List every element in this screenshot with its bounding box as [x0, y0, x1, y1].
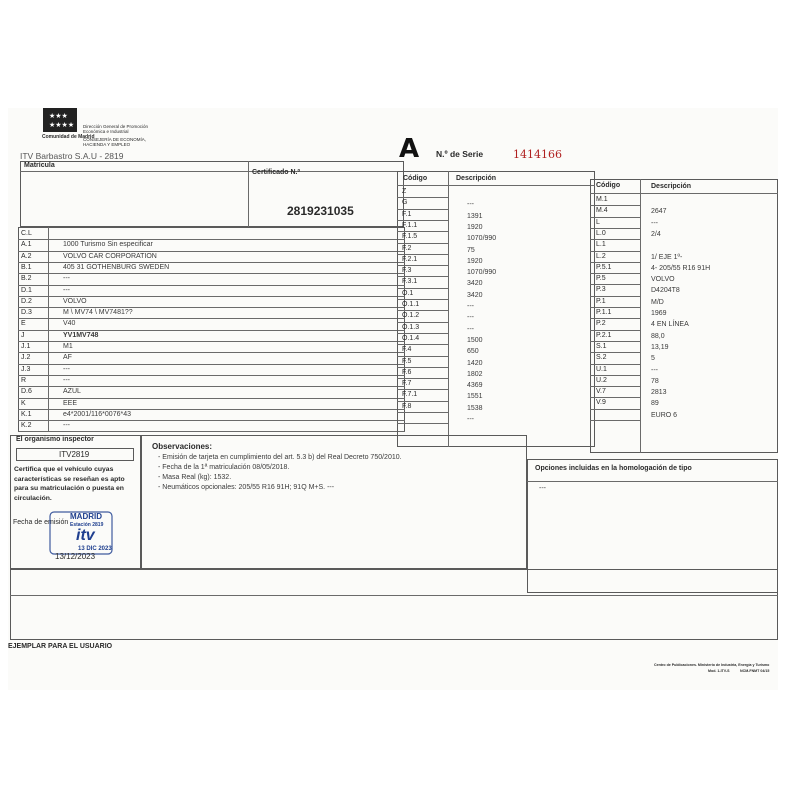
stamp-line-1: MADRID	[70, 512, 102, 521]
middle-value: ---	[467, 416, 474, 423]
right-code: P.5	[596, 275, 606, 283]
middle-value: 75	[467, 246, 475, 254]
field-value: EEE	[63, 399, 78, 407]
lower-blank-area	[10, 569, 778, 640]
field-code: D.2	[21, 297, 32, 305]
inspector-value: ITV2819	[59, 450, 90, 459]
field-value: M \ MV74 \ MV7481??	[63, 309, 133, 317]
middle-code: F.2.1	[402, 255, 418, 263]
middle-code: F.7	[402, 380, 412, 388]
right-value: 2/4	[651, 230, 661, 238]
right-desc-header: Descripción	[651, 183, 692, 190]
region-name: Comunidad de Madrid	[42, 134, 95, 140]
field-code: D.6	[21, 388, 32, 396]
middle-value: 650	[467, 348, 479, 356]
middle-value: 1070/990	[467, 235, 497, 243]
middle-code: F.8	[402, 402, 412, 410]
right-code: P.5.1	[596, 263, 612, 271]
middle-code: F.4	[402, 346, 412, 354]
right-code: L	[596, 218, 600, 226]
middle-value: 1551	[467, 393, 483, 401]
copy-label: EJEMPLAR PARA EL USUARIO	[8, 643, 113, 650]
middle-value: 1070/990	[467, 269, 497, 277]
right-code: L.0	[596, 229, 606, 237]
field-code: K.1	[21, 410, 32, 418]
observacion-line: - Fecha de la 1ª matriculación 08/05/2018.	[158, 464, 290, 471]
publisher-line-3: NCM-FNMT 04/15	[740, 669, 770, 673]
issue-date-label: Fecha de emisión	[13, 519, 69, 526]
issue-date-value: 13/12/2023	[55, 552, 96, 561]
right-table	[590, 179, 778, 453]
itv-card-sheet	[8, 108, 778, 690]
middle-value: 1538	[467, 404, 483, 412]
middle-value: 1420	[467, 359, 483, 367]
publisher-line-1: Centro de Publicaciones. Ministerio de Industria, Energía y Turismo	[654, 663, 770, 667]
field-value: VOLVO CAR CORPORATION	[63, 252, 157, 260]
field-code: B.2	[21, 275, 32, 283]
right-code: S.2	[596, 354, 607, 362]
right-code: V.9	[596, 399, 606, 407]
right-code: P.1.1	[596, 309, 612, 316]
right-value: 89	[651, 400, 659, 408]
middle-code: F.1	[402, 210, 412, 218]
field-value: M1	[63, 343, 73, 350]
middle-value: ---	[467, 325, 474, 333]
field-value: V40	[63, 320, 76, 328]
middle-code: F.2	[402, 244, 412, 252]
middle-code: F.6	[402, 368, 412, 376]
stamp-line-3: itv	[76, 527, 95, 544]
dept-line-3: CONSEJERÍA DE ECONOMÍA,	[83, 137, 147, 142]
middle-value: ---	[467, 314, 474, 322]
right-value: M/D	[651, 298, 664, 306]
middle-value: ---	[467, 201, 474, 209]
field-value: 1000 Turismo Sin especificar	[63, 241, 153, 249]
madrid-logo	[43, 108, 77, 132]
svg-text:★★★: ★★★	[49, 112, 68, 120]
field-value: ---	[63, 376, 70, 384]
right-code: S.1	[596, 342, 607, 350]
dept-line-1: Dirección General de Promoción	[83, 124, 149, 129]
matricula-label: Matrícula	[24, 162, 55, 169]
right-value: VOLVO	[651, 276, 675, 284]
middle-value: 3420	[467, 280, 483, 288]
right-value: D4204T8	[651, 287, 680, 295]
observacion-line: - Emisión de tarjeta en cumplimiento del art. 5.3 b) del Real Decreto 750/2010.	[158, 454, 402, 461]
field-code: A.2	[21, 252, 32, 260]
field-code: E	[21, 320, 26, 328]
middle-code: O.1.4	[402, 334, 420, 342]
field-code: K	[21, 399, 26, 407]
middle-code: F.1.1	[402, 221, 418, 229]
right-code: P.2	[596, 320, 606, 328]
right-code: L.2	[596, 252, 606, 260]
svg-text:★★★★: ★★★★	[49, 121, 75, 129]
field-value: ---	[63, 422, 70, 430]
field-code: D.3	[21, 309, 32, 317]
serial-number: 1414166	[513, 148, 562, 161]
middle-code: O.1	[402, 289, 414, 297]
field-code: J.1	[21, 343, 31, 350]
serial-label: N.º de Serie	[436, 149, 484, 159]
middle-code: O.1.2	[402, 312, 420, 320]
right-value: ---	[651, 366, 658, 374]
observaciones-label: Observaciones:	[152, 442, 213, 451]
field-code: J.2	[21, 354, 31, 362]
middle-value: 4369	[467, 382, 483, 390]
middle-value: 1920	[467, 257, 483, 265]
dept-line-4: HACIENDA Y EMPLEO	[83, 142, 131, 147]
right-value: 1969	[651, 310, 667, 317]
right-code: P.1	[596, 297, 606, 305]
right-code: L.1	[596, 241, 606, 249]
field-value: AF	[63, 354, 72, 362]
right-value: 4- 205/55 R16 91H	[651, 264, 711, 272]
middle-value: 1920	[467, 223, 483, 231]
dept-line-2: Económica e Industrial	[83, 129, 129, 134]
field-code: D.1	[21, 286, 32, 294]
middle-code-header: Código	[403, 175, 428, 182]
certificado-label: Certificado N.º	[252, 169, 301, 176]
middle-table	[397, 171, 595, 447]
field-value: ---	[63, 286, 70, 294]
middle-code: Z	[402, 188, 407, 195]
right-value: 4 EN LÍNEA	[651, 321, 689, 329]
middle-desc-header: Descripción	[456, 175, 497, 182]
field-code: R	[21, 376, 27, 384]
field-value: 405 31 GOTHENBURG SWEDEN	[63, 263, 170, 271]
inspector-label: El organismo inspector	[16, 436, 94, 443]
right-code: P.2.1	[596, 331, 612, 339]
field-code: A.1	[21, 241, 32, 249]
right-value: 2813	[651, 389, 667, 397]
opciones-value: ---	[539, 485, 546, 492]
right-code: V.7	[596, 388, 606, 396]
field-value: ---	[63, 365, 70, 373]
middle-value: 1802	[467, 370, 483, 378]
right-code: P.3	[596, 286, 606, 294]
field-value: VOLVO	[63, 297, 87, 305]
station-name: ITV Barbastro S.A.U - 2819	[20, 151, 124, 161]
right-value: 88,0	[651, 332, 665, 340]
middle-code: O.1.3	[402, 323, 420, 331]
field-value: AZUL	[63, 388, 81, 396]
right-code-header: Código	[596, 182, 621, 189]
field-code: K.2	[21, 422, 32, 430]
field-code: J	[21, 331, 25, 339]
middle-code: O.1.1	[402, 301, 420, 308]
middle-value: 1500	[467, 336, 483, 344]
field-code: C.L	[21, 230, 32, 237]
field-value: YV1MV748	[63, 331, 99, 339]
field-code: J.3	[21, 365, 31, 373]
field-value: e4*2001/116*0076*43	[63, 410, 131, 418]
stamp-line-2: Estación 2819	[70, 522, 104, 528]
middle-code: G	[402, 199, 408, 207]
middle-code: F.3	[402, 267, 412, 275]
right-value: 5	[651, 355, 655, 363]
right-value: 13,19	[651, 343, 669, 351]
middle-code: F.7.1	[402, 391, 418, 399]
middle-value: 3420	[467, 291, 483, 299]
right-value: 78	[651, 377, 659, 385]
middle-value: ---	[467, 303, 474, 310]
right-code: U.2	[596, 376, 607, 384]
right-code: M.4	[596, 207, 608, 215]
field-value: ---	[63, 275, 70, 283]
middle-code: F.5	[402, 357, 412, 365]
right-value: 2647	[651, 208, 667, 216]
certificado-value: 2819231035	[287, 204, 354, 218]
middle-code: F.3.1	[402, 278, 418, 286]
card-letter: A	[399, 134, 420, 164]
middle-value: 1391	[467, 212, 483, 220]
right-code: M.1	[596, 196, 608, 203]
opciones-label: Opciones incluidas en la homologación de tipo	[535, 465, 692, 472]
observacion-line: - Neumáticos opcionales: 205/55 R16 91H; 91Q M+S. ---	[158, 484, 335, 491]
right-value: EURO 6	[651, 411, 678, 419]
observacion-line: - Masa Real (kg): 1532.	[158, 474, 232, 481]
right-value: ---	[651, 219, 658, 227]
right-code: U.1	[596, 365, 607, 373]
publisher-line-2: Mod. 1-ITV-S	[708, 669, 730, 673]
right-value: 1/ EJE 1º-	[651, 253, 683, 261]
middle-code: F.1.5	[402, 233, 418, 241]
field-code: B.1	[21, 263, 32, 271]
certification-text: Certifica que el vehículo cuyas características se reseñan es apto para su matriculación o puesta en circulación.	[14, 466, 125, 502]
stamp-line-4: 13 DIC 2023	[78, 546, 112, 552]
